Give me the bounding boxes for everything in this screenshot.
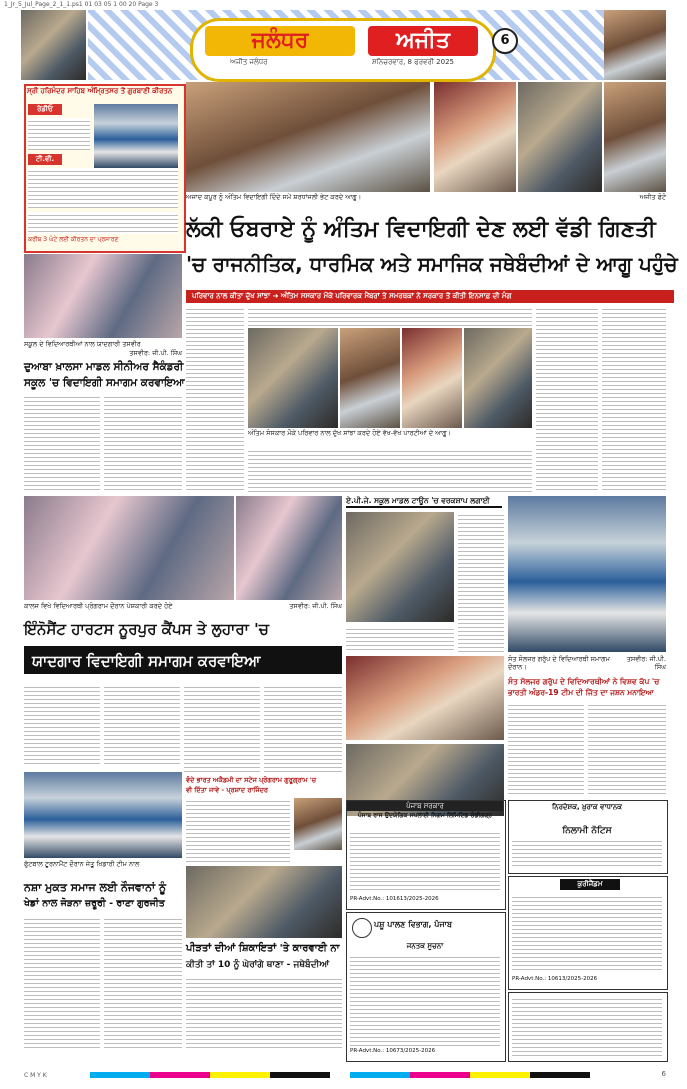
color-bars bbox=[90, 1072, 590, 1078]
masthead-date: ਸ਼ਨਿਚਰਵਾਰ, 8 ਫਰਵਰੀ 2025 bbox=[372, 58, 454, 66]
tv-schedule-text bbox=[28, 168, 178, 208]
doaba-caption: ਸਕੂਲ ਦੇ ਵਿਦਿਆਰਥੀਆਂ ਨਾਲ ਯਾਦਗਾਰੀ ਤਸਵੀਰ bbox=[24, 340, 141, 348]
top-headline-line-2: 'ਚ ਰਾਜਨੀਤਿਕ, ਧਾਰਮਿਕ ਅਤੇ ਸਮਾਜਿਕ ਜਥੇਬੰਦੀਆਂ ਦੇ ਆਗੂ ਪਹੁੰਚੇ bbox=[186, 252, 678, 276]
funeral-inner-photo-3 bbox=[402, 328, 462, 428]
farewell-credit: ਤਸਵੀਰ: ਜੀ.ਪੀ. ਸਿੰਘ bbox=[289, 602, 342, 610]
schedule-footnote: ਕਰੀਬ 3 ਘੰਟੇ ਲਈ ਕੀਰਤਨ ਦਾ ਪ੍ਰਸਾਰਣ bbox=[28, 236, 119, 243]
funeral-photo-main bbox=[186, 82, 430, 192]
classified-body bbox=[512, 996, 662, 1056]
drawing-headline: ਸੰਤ ਸੋਲਜਰ ਗਰੁੱਪ ਦੇ ਵਿਦਿਆਰਥੀਆਂ ਨੇ ਵਿਸ਼ਵ ਕੱਪ 'ਚ ਭਾਰਤੀ ਅੰਡਰ-19 ਟੀਮ ਦੀ ਜਿੱਤ ਦਾ ਜਸ਼ਨ ਮਨਾਇਆ bbox=[508, 677, 660, 697]
doaba-headline-1: ਦੁਆਬਾ ਖ਼ਾਲਸਾ ਮਾਡਲ ਸੀਨੀਅਰ ਸੈਕੰਡਰੀ bbox=[24, 361, 184, 373]
doaba-body-col1 bbox=[24, 394, 100, 490]
punjab-gov-title: ਪੰਜਾਬ ਸਰਕਾਰ bbox=[347, 801, 503, 811]
doaba-body-col2 bbox=[104, 394, 182, 490]
animal-husbandry-title: ਪਸ਼ੂ ਪਾਲਣ ਵਿਭਾਗ, ਪੰਜਾਬ bbox=[374, 920, 452, 929]
masthead-title-right: ਅਜੀਤ bbox=[368, 26, 478, 56]
top-body-col-right-1 bbox=[536, 306, 598, 492]
protest-photo bbox=[186, 866, 342, 938]
schedule-footer-text bbox=[28, 212, 178, 234]
vande-portrait bbox=[294, 798, 342, 850]
cmyk-strip: C M Y K bbox=[24, 1072, 47, 1079]
top-body-col-right-2 bbox=[602, 306, 666, 492]
farewell-body-col4 bbox=[264, 684, 342, 772]
top-story-strap: ਪਰਿਵਾਰ ਨਾਲ ਕੀਤਾ ਦੁੱਖ ਸਾਂਝਾ ➜ ਅੰਤਿਮ ਸਸਕਾਰ ਮੌਕੇ ਪਰਿਵਾਰਕ ਮੈਂਬਰਾਂ ਤੇ ਸਮਰਥਕਾਂ ਨੇ ਸਰਕਾਰ ਤੋਂ ਕੀਤੀ ਇਨਸਾਫ਼ ਦੀ ਮੰਗ bbox=[186, 290, 674, 303]
tender-body bbox=[512, 838, 662, 868]
farewell-headline-2: ਯਾਦਗਾਰ ਵਿਦਾਇਗੀ ਸਮਾਗਮ ਕਰਵਾਇਆ bbox=[32, 652, 261, 670]
masthead-subtitle: ਅਜੀਤ ਜਲੰਧਰ bbox=[230, 58, 268, 66]
punjab-gov-body bbox=[350, 830, 500, 892]
apj-photo-2 bbox=[346, 656, 504, 740]
farewell-caption: ਕਾਲਜ ਵਿਖੇ ਵਿਦਿਆਰਥੀ ਪ੍ਰੋਗਰਾਮ ਦੌਰਾਨ ਪੇਸ਼ਕਾਰੀ ਕਰਦੇ ਹੋਏ bbox=[24, 602, 173, 610]
vande-headline-1: ਵੰਦੇ ਭਾਰਤ ਅਕੈਡਮੀ ਦਾ ਸਟੇਜ ਪ੍ਰੋਗਰਾਮ ਗੁਰੂਗ੍ਰਾਮ 'ਚ bbox=[186, 776, 317, 784]
animal-husbandry-logo bbox=[352, 918, 372, 938]
golden-temple-photo bbox=[94, 104, 178, 168]
top-photo-credit: ਅਜੀਤ ਫੋਟੋ bbox=[639, 193, 666, 201]
farewell-body-col1 bbox=[24, 684, 100, 764]
top-body-lower bbox=[248, 448, 532, 492]
pr-ref-2: PR-Advt.No.: 10673/2025-2026 bbox=[350, 1048, 436, 1054]
farewell-body-col3 bbox=[184, 684, 260, 772]
doaba-headline-2: ਸਕੂਲ 'ਚ ਵਿਦਾਇਗੀ ਸਮਾਗਮ ਕਰਵਾਇਆ bbox=[24, 377, 185, 389]
sports-caption: ਫੁੱਟਬਾਲ ਟੂਰਨਾਮੈਂਟ ਦੌਰਾਨ ਜੇਤੂ ਖਿਡਾਰੀ ਟੀਮ ਨਾਲ bbox=[24, 860, 140, 868]
drawing-body-2 bbox=[588, 702, 666, 794]
sports-headline-1: ਨਸ਼ਾ ਮੁਕਤ ਸਮਾਜ ਲਈ ਨੌਜਵਾਨਾਂ ਨੂੰ bbox=[24, 881, 167, 894]
radio-schedule-text bbox=[28, 118, 90, 150]
vande-body bbox=[186, 798, 290, 862]
kirtan-schedule-title: ਸ੍ਰੀ ਹਰਿਮੰਦਰ ਸਾਹਿਬ ਅੰਮ੍ਰਿਤਸਰ ਤੋਂ ਗੁਰਬਾਣੀ ਕੀਰਤਨ bbox=[27, 87, 173, 95]
sports-headline-2: ਖੇਡਾਂ ਨਾਲ ਜੋੜਨਾ ਜ਼ਰੂਰੀ - ਰਾਣਾ ਗੁਰਜੀਤ bbox=[24, 898, 165, 909]
pr-ref-1: PR-Advt.No.: 101613/2025-2026 bbox=[350, 896, 439, 902]
notice-title: ਨਿਲਾਮੀ ਨੋਟਿਸ bbox=[562, 826, 612, 836]
sports-team-photo bbox=[24, 772, 182, 858]
corrigendum-title: ਕੁਰੀਜੈਂਡਮ bbox=[560, 879, 620, 890]
funeral-inner-photo-2 bbox=[340, 328, 400, 428]
top-body-col1 bbox=[186, 306, 244, 492]
masthead-photo-right bbox=[604, 10, 666, 80]
farewell-headline-1: ਇੰਨੋਸੈਂਟ ਹਾਰਟਸ ਨੂਰਪੁਰ ਕੈਂਪਸ ਤੇ ਲੁਹਾਰਾ 'ਚ bbox=[24, 620, 269, 638]
corrigendum-body bbox=[512, 894, 662, 972]
top-inner-caption: ਅੰਤਿਮ ਸੰਸਕਾਰ ਮੌਕੇ ਪਰਿਵਾਰ ਨਾਲ ਦੁੱਖ ਸਾਂਝਾ ਕਰਦੇ ਹੋਏ ਵੱਖ-ਵੱਖ ਪਾਰਟੀਆਂ ਦੇ ਆਗੂ। bbox=[248, 429, 452, 437]
sports-body-col1 bbox=[24, 916, 100, 1048]
radio-label: ਰੇਡੀਓ bbox=[28, 104, 62, 115]
apj-body bbox=[458, 512, 504, 652]
top-body-upper bbox=[248, 306, 532, 326]
apj-photo-1 bbox=[346, 512, 454, 622]
farewell-photo-2 bbox=[236, 496, 342, 600]
public-notice-title: ਜਨਤਕ ਸੂਚਨਾ bbox=[406, 942, 444, 950]
public-notice-body bbox=[350, 954, 500, 1046]
drawing-caption: ਸੰਤ ਸੋਲਜਰ ਗਰੁੱਪ ਦੇ ਵਿਦਿਆਰਥੀ ਸਮਾਗਮ ਦੌਰਾਨ। bbox=[508, 655, 610, 671]
funeral-photo-2 bbox=[434, 82, 516, 192]
sports-body-col2 bbox=[104, 916, 182, 1048]
top-headline-line-1: ਲੱਕੀ ਓਬਰਾਏ ਨੂੰ ਅੰਤਿਮ ਵਿਦਾਇਗੀ ਦੇਣ ਲਈ ਵੱਡੀ ਗਿਣਤੀ bbox=[186, 217, 656, 242]
farewell-body-col2 bbox=[104, 684, 180, 764]
apj-body-2 bbox=[346, 626, 454, 652]
tender-title: ਨਿਰਦੇਸ਼ਕ, ਖ਼ੁਰਾਕ ਵਾਧਾਨਕ bbox=[551, 803, 623, 811]
funeral-photo-3 bbox=[518, 82, 602, 192]
protest-headline-1: ਪੀੜਤਾਂ ਦੀਆਂ ਸ਼ਿਕਾਇਤਾਂ 'ਤੇ ਕਾਰਵਾਈ ਨਾ bbox=[186, 943, 340, 954]
pr-ref-3: PR-Advt.No.: 10613/2025-2026 bbox=[512, 976, 598, 982]
protest-body bbox=[186, 976, 342, 1048]
protest-headline-2: ਕੀਤੀ ਤਾਂ 10 ਨੂੰ ਘੇਰਾਂਗੇ ਥਾਣਾ - ਜਥੇਬੰਦੀਆਂ bbox=[186, 960, 330, 970]
funeral-inner-photo-1 bbox=[248, 328, 338, 428]
funeral-inner-photo-4 bbox=[464, 328, 532, 428]
india-map-formation-photo bbox=[508, 496, 666, 652]
doaba-students-photo bbox=[24, 254, 182, 338]
farewell-photo-1 bbox=[24, 496, 234, 600]
print-strip: 1_Jr_5_Jul_Page_2_1_1.ps1 01 03 05 1 00 20 Page 3 bbox=[4, 1, 159, 8]
masthead-title-left: ਜਲੰਧਰ bbox=[205, 26, 355, 56]
tv-label: ਟੀ.ਵੀ. bbox=[28, 154, 62, 165]
vande-headline-2: ਵੀ ਦਿੱਤਾ ਜਾਵੇ - ਪ੍ਰਸ਼ਾਦ ਰਾਜਿੰਦਰ bbox=[186, 786, 268, 794]
top-photo-caption: ਅਜਾਦ ਕਪੂਰ ਨੂੰ ਅੰਤਿਮ ਵਿਦਾਇਗੀ ਦਿੰਦੇ ਸਮੇਂ ਸ਼ਰਧਾਂਜਲੀ ਭੇਟ ਕਰਦੇ ਆਗੂ। bbox=[186, 193, 362, 201]
doaba-credit: ਤਸਵੀਰ: ਜੀ.ਪੀ. ਸਿੰਘ bbox=[129, 349, 182, 357]
funeral-photo-4 bbox=[604, 82, 666, 192]
apj-headline: ਏ.ਪੀ.ਜੇ. ਸਕੂਲ ਮਾਡਲ ਟਾਊਨ 'ਚ ਵਰਕਸ਼ਾਪ ਲਗਾਈ bbox=[346, 496, 502, 508]
punjab-gov-sub: ਪੰਜਾਬ ਰਾਜ ਉਦਯੋਗਿਕ ਸਪਲਾਈ ਨਿਗਮ ਲਿਮਿਟਿਡ ਚੰਡੀਗੜ੍ਹ bbox=[357, 812, 493, 819]
drawing-body-1 bbox=[508, 702, 584, 794]
page-number: 6 bbox=[492, 28, 518, 54]
masthead-photo-left-img bbox=[21, 10, 86, 80]
bottom-page-no: 6 bbox=[661, 1070, 666, 1078]
drawing-credit: ਤਸਵੀਰ: ਜੀ.ਪੀ. ਸਿੰਘ bbox=[626, 655, 666, 671]
